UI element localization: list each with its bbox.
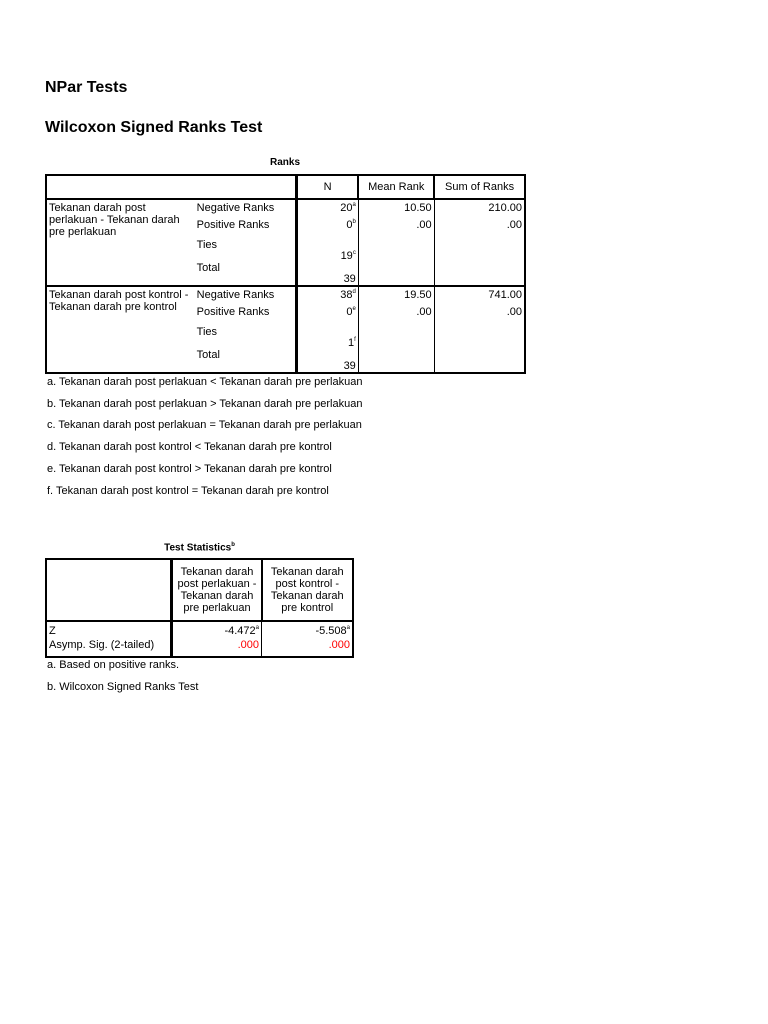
group-label: Tekanan darah post kontrol - Tekanan darah pre kontrol	[46, 286, 195, 373]
sum-ranks-value: .00	[434, 219, 525, 239]
n-value: 19	[340, 250, 353, 262]
ranks-footnote: c. Tekanan darah post perlakuan = Tekanan darah pre perlakuan	[47, 419, 362, 431]
mean-rank-value: 10.50	[358, 199, 434, 219]
n-value: 39	[343, 360, 356, 372]
sig-value: .000	[172, 639, 262, 657]
test-statistics-footnote: b. Wilcoxon Signed Ranks Test	[47, 681, 199, 693]
row-category: Negative Ranks	[195, 286, 297, 306]
row-category: Ties	[195, 239, 297, 262]
z-footnote-marker: a	[346, 625, 350, 631]
row-category: Total	[195, 262, 297, 286]
ranks-footnote: b. Tekanan darah post perlakuan > Tekanan darah pre perlakuan	[47, 398, 363, 410]
ranks-header-row	[46, 175, 525, 199]
n-footnote-marker: e	[352, 306, 356, 312]
page-heading: NPar Tests	[45, 79, 128, 96]
col-header-mean-rank: Mean Rank	[358, 175, 434, 199]
n-value: 20	[340, 202, 353, 214]
ranks-caption: Ranks	[269, 157, 300, 168]
table-row	[46, 639, 353, 657]
n-footnote-marker: f	[354, 337, 356, 343]
row-category: Negative Ranks	[195, 199, 297, 219]
z-footnote-marker: a	[255, 625, 260, 631]
sum-ranks-value: .00	[434, 306, 525, 326]
col-header-sum-ranks: Sum of Ranks	[434, 175, 525, 199]
page-subheading: Wilcoxon Signed Ranks Test	[45, 119, 263, 136]
table-row	[46, 286, 525, 306]
row-category: Positive Ranks	[195, 306, 297, 326]
n-value: 38	[340, 289, 353, 301]
n-footnote-marker: a	[352, 202, 356, 208]
test-statistics-caption	[45, 542, 354, 553]
mean-rank-value: .00	[358, 306, 434, 326]
row-category: Positive Ranks	[195, 219, 297, 239]
caption-footnote-marker: b	[231, 542, 235, 548]
test-statistics-footnote: a. Based on positive ranks.	[47, 659, 180, 671]
ranks-table	[45, 174, 526, 374]
ranks-footnote: d. Tekanan darah post kontrol < Tekanan darah pre kontrol	[47, 441, 332, 453]
sum-ranks-value: 210.00	[434, 199, 525, 219]
sum-ranks-value: 741.00	[434, 286, 525, 306]
z-value: -4.472	[224, 625, 256, 637]
row-category: Total	[195, 349, 297, 373]
n-value: 0	[346, 219, 353, 231]
sig-value: .000	[262, 639, 353, 657]
n-value: 0	[346, 306, 353, 318]
n-value: 39	[343, 273, 356, 285]
col-header-n: N	[296, 175, 358, 199]
col-header-kontrol: Tekanan darah post kontrol - Tekanan darah pre kontrol	[262, 559, 353, 621]
test-statistics-title: Test Statistics	[164, 542, 232, 554]
col-header-perlakuan: Tekanan darah post perlakuan - Tekanan darah pre perlakuan	[172, 559, 262, 621]
n-footnote-marker: b	[352, 219, 356, 225]
row-label-sig: Asymp. Sig. (2-tailed)	[46, 639, 172, 657]
test-statistics-header-row	[46, 559, 353, 621]
mean-rank-value: .00	[358, 219, 434, 239]
group-label: Tekanan darah post perlakuan - Tekanan darah pre perlakuan	[46, 199, 195, 286]
ranks-footnote: a. Tekanan darah post perlakuan < Tekanan darah pre perlakuan	[47, 376, 363, 388]
ranks-footnote: f. Tekanan darah post kontrol = Tekanan darah pre kontrol	[47, 485, 329, 497]
table-row	[46, 621, 353, 639]
z-value: -5.508	[315, 625, 347, 637]
ranks-footnote: e. Tekanan darah post kontrol > Tekanan darah pre kontrol	[47, 463, 332, 475]
test-statistics-table	[45, 558, 354, 658]
row-label-z: Z	[46, 621, 172, 639]
n-footnote-marker: c	[352, 250, 356, 256]
table-row	[46, 199, 525, 219]
n-value: 1	[348, 337, 355, 349]
n-footnote-marker: d	[352, 289, 356, 295]
mean-rank-value: 19.50	[358, 286, 434, 306]
row-category: Ties	[195, 326, 297, 349]
